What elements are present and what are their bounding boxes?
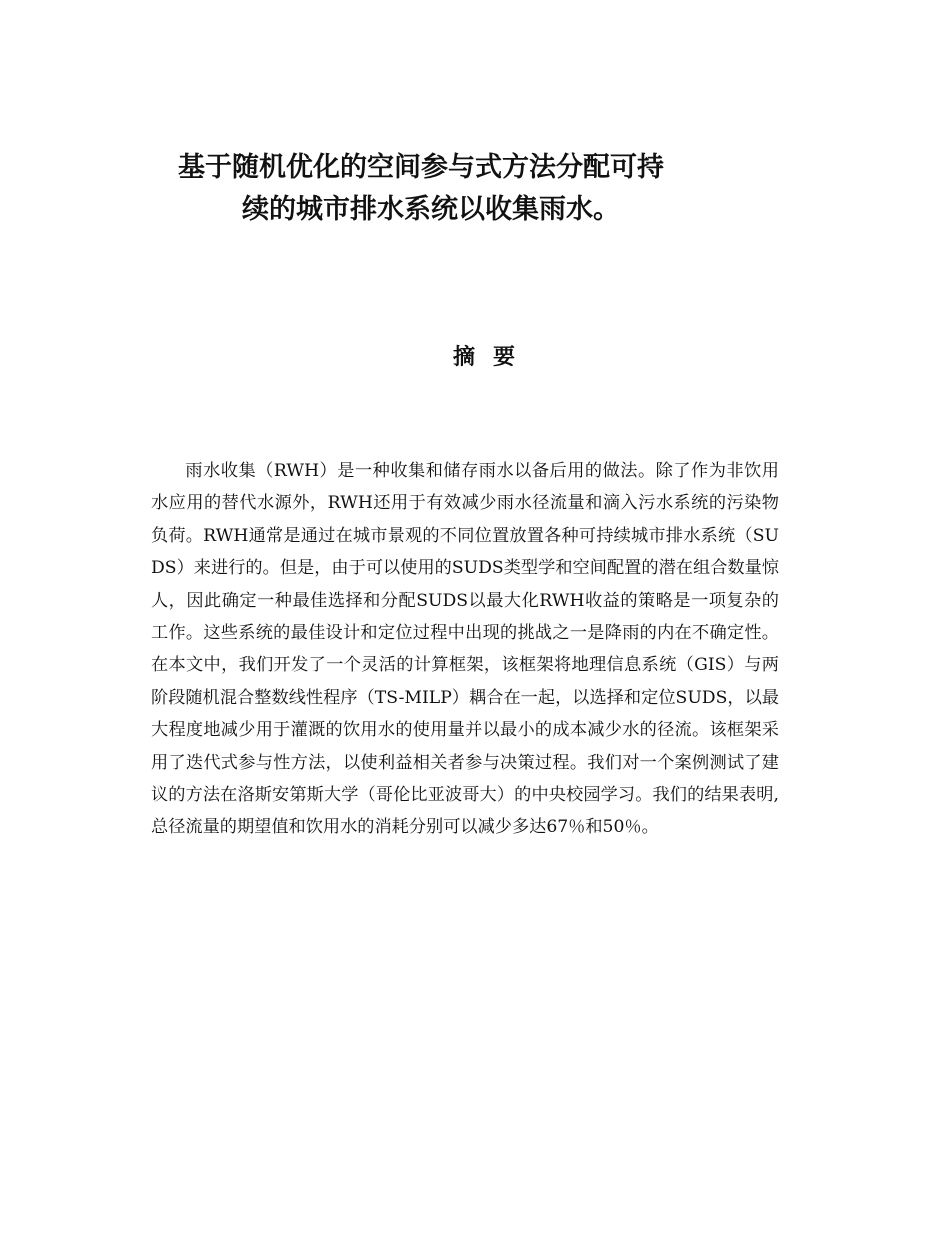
abstract-paragraph: 雨水收集（RWH）是一种收集和储存雨水以备后用的做法。除了作为非饮用水应用的替代水源外，RWH还用于有效减少雨水径流量和滴入污水系统的污染物负荷。RWH通常是通过在城市景观的不同位置放置各种可持续城市排水系统（SUDS）来进行的。但是，由于可以使用的SUDS类型学和空间配置的潜在组合数量惊人，因此确定一种最佳选择和分配SUDS以最大化RWH收益的策略是一项复杂的工作。这些系统的最佳设计和定位过程中出现的挑战之一是降雨的内在不确定性。在本文中，我们开发了一个灵活的计算框架，该框架将地理信息系统（GIS）与两阶段随机混合整数线性程序（TS-MILP）耦合在一起，以选择和定位SUDS，以最大程度地减少用于灌溉的饮用水的使用量并以最小的成本减少水的径流。该框架采用了迭代式参与性方法，以使利益相关者参与决策过程。我们对一个案例测试了建议的方法在洛斯安第斯大学（哥伦比亚波哥大）的中央校园学习。我们的结果表明,总径流量的期望值和饮用水的消耗分别可以减少多达67％和50％。 — [151, 461, 779, 838]
document-title — [120, 147, 800, 231]
title-line-1: 基于随机优化的空间参与式方法分配可持 — [178, 152, 664, 183]
abstract-heading: 摘要 — [452, 345, 533, 370]
title-line-2: 续的城市排水系统以收集雨水。 — [242, 194, 620, 225]
